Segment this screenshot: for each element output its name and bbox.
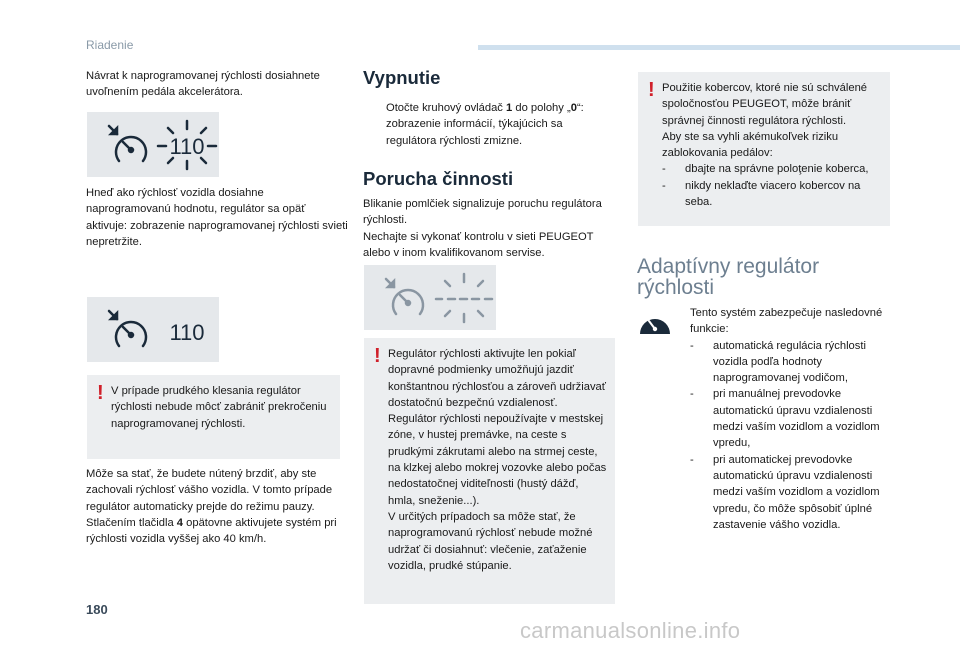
speedometer-icon	[109, 311, 146, 346]
porucha-paragraph: Blikanie pomlčiek signalizuje poruchu regulátora rýchlosti. Nechajte si vykonať kontrolu v sieti PEUGEOT alebo v inom kvalifikovanom servise.	[363, 198, 602, 259]
list-item: - pri automatickej prevodovke automatickú úpravu vzdialenosti medzi vaším vozidlom a vozidlom vpredu, čo môže spôsobiť úplné zastavenie vášho vozidla.	[690, 453, 880, 531]
braking-paragraph	[86, 466, 348, 547]
display-blinking-110	[87, 112, 219, 177]
display-fault-dashes	[364, 265, 496, 330]
warning-text: V prípade prudkého klesania regulátor rýchlosti nebude môcť zabrániť prekročeniu naprogramovanej rýchlosti.	[111, 385, 327, 430]
reactivate-text: Stlačením tlačidla 4 opätovne aktivujete systém pri rýchlosti vozidla vyššej ako 40 km/h.	[86, 516, 337, 546]
vypnutie-item: Otočte kruhový ovládač 1 do polohy „0“: zobrazenie informácií, týkajúcich sa regulátora rýchlosti zmizne.	[386, 102, 584, 147]
adaptive-cruise-icon	[637, 307, 673, 337]
reactivation-paragraph: Hneď ako rýchlosť vozidla dosiahne naprogramovanú hodnotu, regulátor sa opäť aktivuje: zobrazenie naprogramovanej rýchlosti svieti nepretržite.	[86, 187, 348, 248]
page-number: 180	[86, 602, 108, 617]
speed-value: 110	[169, 134, 205, 159]
speedometer-icon	[109, 126, 146, 161]
speedometer-icon	[386, 279, 423, 314]
resume-paragraph: Návrat k naprogramovanej rýchlosti dosiahnete uvoľnením pedála akcelerátora.	[86, 70, 320, 99]
adaptive-title: Adaptívny regulátor rýchlosti	[637, 255, 820, 299]
header-bar	[478, 45, 960, 50]
warning-box-mats	[638, 72, 890, 226]
braking-text: Môže sa stať, že budete nútený brzdiť, aby ste zachovali rýchlosť vášho vozidla. V tomto prípade regulátor automaticky prejde do režimu pauzy.	[86, 468, 333, 513]
warning-text: Regulátor rýchlosti aktivujte len pokiaľ dopravné podmienky umožňujú jazdiť konštantnou rýchlosťou a zároveň udržiavať dostatočnú bezpečnú vzdialenosť. Regulátor rýchlosti nepoužívajte v mestskej zóne, v hustej premávke, na ceste s prudkými zákrutami alebo na strmej ceste, na klzkej alebo mokrej vozovke alebo počas nedostatočnej viditeľnosti (hustý dážď, hmla, sneženie...). V určitých prípadoch sa môže stať, že naprogramovanú rýchlosť nebude možné udržať či dosiahnuť: vlečenie, zaťaženie vozidla, prudké stúpanie.	[388, 348, 607, 572]
list-item: - automatická regulácia rýchlosti vozidla podľa hodnoty naprogramovanej vodičom,	[690, 339, 866, 385]
warning-text: Použitie kobercov, ktoré nie sú schválené spoločnosťou PEUGEOT, môže brániť správnej činnosti regulátora rýchlosti. Aby ste sa vyhli akémukoľvek riziku zablokovania pedálov: - dbajte na správne poloţenie koberca, - nikdy neklaďte viacero kobercov na seba.	[662, 82, 869, 209]
watermark: carmanualsonline.info	[520, 618, 741, 643]
warning-icon: !	[374, 345, 381, 367]
heading-vypnutie: Vypnutie	[363, 67, 441, 88]
heading-porucha: Porucha činnosti	[363, 168, 514, 189]
adaptive-description: Tento systém zabezpečuje nasledovné funkcie: - automatická regulácia rýchlosti vozidla podľa hodnoty naprogramovanej vodičom, - pri manuálnej prevodovke automatickú úpravu vzdialenosti medzi vaším vozidlom a vozidlom vpredu, - pri automatickej prevodovke automatickú úpravu vzdialenosti medzi vaším vozidlom a vozidlom vpredu, čo môže spôsobiť úplné zastavenie vášho vozidla.	[690, 305, 900, 533]
warning-box-usage	[364, 338, 615, 604]
dashes-icon	[436, 274, 492, 322]
warning-icon: !	[648, 79, 655, 101]
display-steady-110	[87, 297, 219, 362]
speed-value: 110	[169, 320, 205, 345]
list-item: - pri manuálnej prevodovke automatickú úpravu vzdialenosti medzi vaším vozidlom a vozidlom vpredu,	[690, 388, 880, 450]
section-header: Riadenie	[86, 38, 134, 52]
warning-box-descent	[87, 375, 340, 459]
warning-icon: !	[97, 382, 104, 404]
